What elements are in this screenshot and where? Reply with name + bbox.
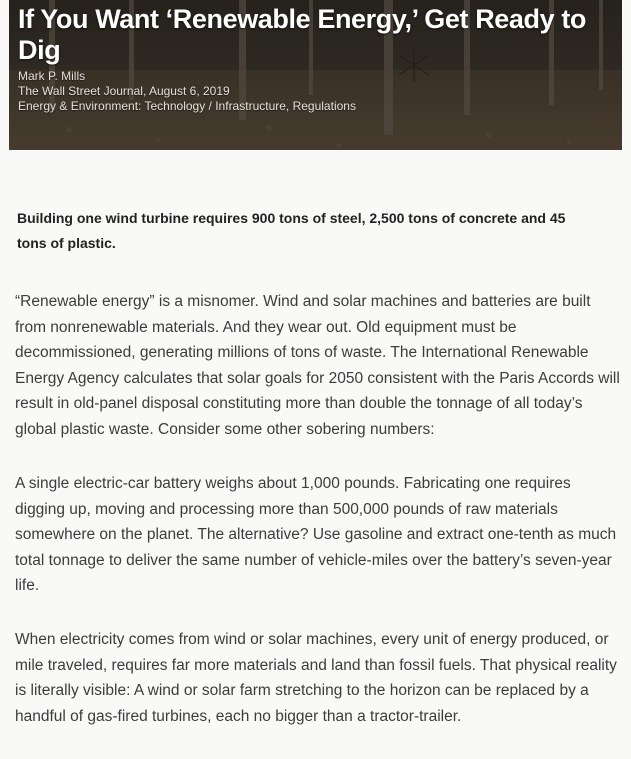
article-paragraph-3: When electricity comes from wind or solar machines, every unit of energy produced, or mile traveled, requires far more materials and land than fossil fuels. That physical reality is literally visible: A wind or solar farm stretching to the horizon can be replaced by a handful of gas-fired turbines, each no bigger than a tractor-trailer.	[15, 631, 617, 725]
article-summary: Building one wind turbine requires 900 tons of steel, 2,500 tons of concrete and 45 tons of plastic.	[17, 210, 566, 251]
article-categories: Energy & Environment: Technology / Infrastructure, Regulations	[18, 99, 356, 113]
article-publication: The Wall Street Journal, August 6, 2019	[18, 84, 230, 98]
article-paragraph-1: “Renewable energy” is a misnomer. Wind and solar machines and batteries are built from nonrenewable materials. And they wear out. Old equipment must be decommissioned, generating millions of tons of waste. The International Renewable Energy Agency calculates that solar goals for 2050 consistent with the Paris Accords will result in old-panel disposal constituting more than double the tonnage of all today’s global plastic waste. Consider some other sobering numbers:	[15, 293, 620, 438]
article-paragraph-2: A single electric-car battery weighs about 1,000 pounds. Fabricating one requires digging up, moving and processing more than 500,000 pounds of raw materials somewhere on the planet. The alternative? Use gasoline and extract one-tenth as much total tonnage to deliver the same number of vehicle-miles over the battery’s seven-year life.	[15, 475, 617, 594]
hero-banner	[9, 0, 622, 150]
hero-text-block	[18, 4, 622, 114]
article-author: Mark P. Mills	[18, 69, 86, 83]
article-headline: If You Want ‘Renewable Energy,’ Get Ready to Dig	[18, 4, 587, 65]
